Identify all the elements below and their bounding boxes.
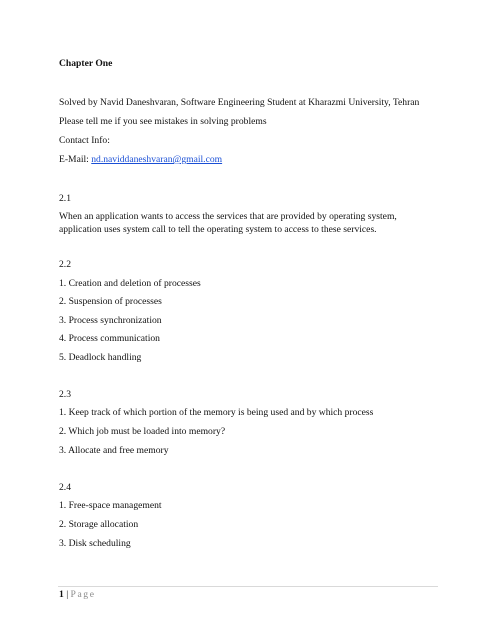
section-number-2-4: 2.4 <box>59 482 71 493</box>
email-link[interactable]: nd.naviddaneshvaran@gmail.com <box>91 154 223 165</box>
list-item: 2. Which job must be loaded into memory? <box>59 426 226 437</box>
page-footer <box>59 589 96 601</box>
request-line: Please tell me if you see mistakes in solving problems <box>59 116 267 127</box>
list-item: 1. Creation and deletion of processes <box>59 278 201 289</box>
section-number-2-2: 2.2 <box>59 259 71 270</box>
chapter-title: Chapter One <box>59 58 113 69</box>
section-2-1-paragraph: When an application wants to access the services that are provided by operating system, application uses system call to tell the operating system to access to these services. <box>59 211 397 235</box>
list-item: 1. Free-space management <box>59 500 162 511</box>
page-word: Page <box>70 589 96 600</box>
list-item: 3. Allocate and free memory <box>59 445 169 456</box>
section-number-2-3: 2.3 <box>59 389 71 400</box>
list-item: 5. Deadlock handling <box>59 352 142 363</box>
email-line <box>59 154 222 166</box>
list-item: 3. Process synchronization <box>59 315 162 326</box>
list-item: 3. Disk scheduling <box>59 538 131 549</box>
section-number-2-1: 2.1 <box>59 193 71 204</box>
list-item: 4. Process communication <box>59 333 160 344</box>
list-item: 2. Suspension of processes <box>59 296 162 307</box>
footer-divider <box>58 586 438 587</box>
author-line: Solved by Navid Daneshvaran, Software Engineering Student at Kharazmi University, Tehran <box>59 97 420 108</box>
footer-separator: | <box>63 589 71 600</box>
contact-label: Contact Info: <box>59 135 110 146</box>
email-label: E-Mail: <box>59 154 92 165</box>
list-item: 1. Keep track of which portion of the memory is being used and by which process <box>59 407 374 418</box>
page-number: 1 <box>59 589 64 600</box>
list-item: 2. Storage allocation <box>59 519 139 530</box>
